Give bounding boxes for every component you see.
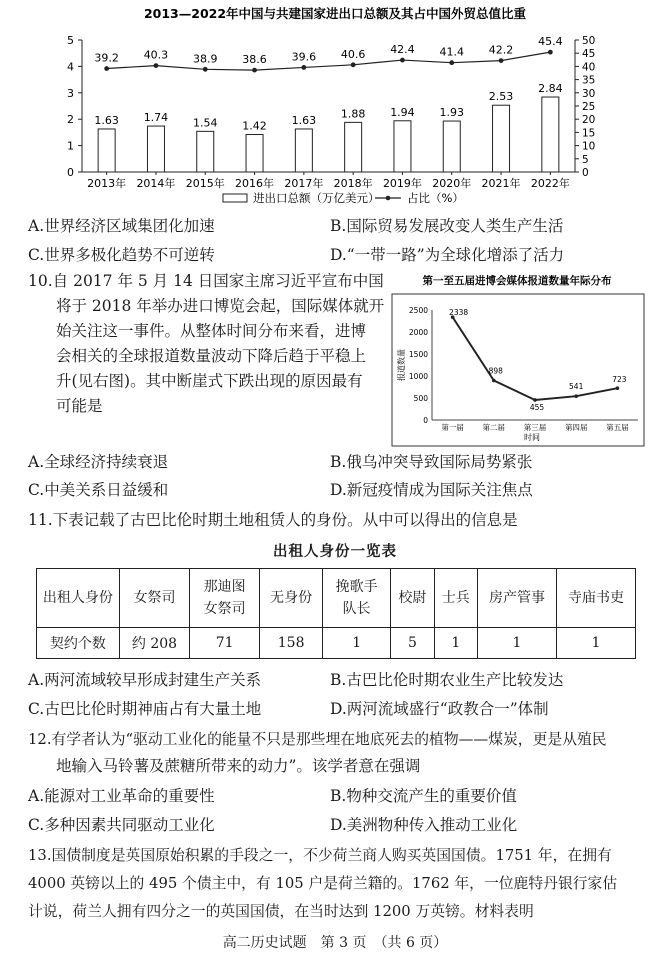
right-tick-label: 5 — [582, 153, 589, 166]
q10-option-a[interactable]: A.全球经济持续衰退 — [28, 453, 169, 471]
bar — [345, 122, 362, 172]
media-y-tick-label: 500 — [413, 394, 428, 403]
q10-option-c[interactable]: C.中美关系日益缓和 — [28, 481, 169, 499]
share-value-label: 45.4 — [538, 35, 563, 49]
share-value-label: 42.2 — [488, 43, 514, 57]
media-ylabel: 报道数量 — [397, 349, 406, 381]
legend-bar-swatch — [223, 194, 247, 202]
bar — [443, 121, 460, 172]
right-tick-label: 50 — [582, 35, 596, 47]
right-tick-label: 25 — [582, 101, 596, 113]
bar-value-label: 1.88 — [340, 107, 366, 121]
q10-stem-line: 10.自 2017 年 5 月 14 日国家主席习近平宣布中国 — [28, 272, 384, 290]
q11-option-b[interactable]: B.古巴比伦时期农业生产比较发达 — [330, 671, 564, 689]
media-value-label: 541 — [569, 382, 584, 392]
media-x-tick-label: 第四届 — [564, 423, 588, 432]
media-report-point — [574, 394, 578, 398]
table-cell: 契约个数 — [37, 628, 120, 659]
share-value-label: 38.9 — [193, 52, 218, 66]
right-tick-label: 20 — [582, 114, 596, 127]
q9-option-a[interactable]: A.世界经济区域集团化加速 — [28, 217, 215, 235]
left-tick-label: 2 — [67, 113, 74, 127]
right-tick-label: 45 — [582, 48, 596, 61]
q12-option-c[interactable]: C.多种因素共同驱动工业化 — [28, 816, 215, 834]
table-header-cell: 士兵 — [434, 569, 477, 628]
bar — [246, 135, 263, 172]
media-value-label: 898 — [488, 366, 503, 376]
q11-option-a[interactable]: A.两河流域较早形成封建生产关系 — [28, 671, 262, 689]
x-tick-label: 2016年 — [235, 177, 275, 190]
left-tick-label: 5 — [67, 34, 74, 47]
share-line — [107, 52, 551, 70]
q10-stem-line: 会相关的全球报道数量波动下降后趋于平稳上 — [56, 347, 367, 365]
media-y-tick-label: 2000 — [408, 328, 428, 337]
q9-option-c[interactable]: C.世界多极化趋势不可逆转 — [28, 246, 215, 264]
share-point — [400, 58, 405, 63]
media-x-tick-label: 第一届 — [441, 423, 464, 432]
q10-option-b[interactable]: B.俄乌冲突导致国际局势紧张 — [330, 453, 533, 471]
share-point — [449, 60, 454, 65]
table-row — [37, 628, 636, 659]
media-y-tick-label: 1000 — [408, 372, 428, 381]
media-x-tick-label: 第五届 — [606, 423, 629, 432]
table-header-cell: 寺庙书吏 — [556, 569, 635, 628]
bar-value-label: 1.74 — [143, 111, 169, 125]
media-x-tick-label: 第二届 — [482, 423, 506, 432]
share-point — [351, 62, 356, 67]
q9-option-b[interactable]: B.国际贸易发展改变人类生产生活 — [330, 217, 564, 235]
share-point — [548, 50, 553, 55]
media-value-label: 455 — [529, 402, 545, 412]
share-value-label: 41.4 — [439, 45, 464, 59]
share-value-label: 39.2 — [94, 51, 119, 65]
table-header-cell: 出租人身份 — [37, 569, 120, 628]
bar-value-label: 1.63 — [94, 113, 119, 127]
table-header-cell: 女祭司 — [119, 569, 189, 628]
legend-line-marker — [386, 196, 391, 201]
table-header-cell: 校尉 — [391, 569, 434, 628]
bar — [98, 129, 115, 172]
share-point — [252, 68, 257, 73]
q12-stem-line1: 12.有学者认为“驱动工业化的能量不只是那些埋在地底死去的植物——煤炭，更是从殖民 — [28, 731, 607, 748]
q10-stem-line: 始关注这一事件。从整体时间分布来看，进博 — [56, 322, 367, 340]
q12-option-b[interactable]: B.物种交流产生的重要价值 — [330, 787, 517, 805]
share-point — [301, 65, 306, 70]
media-value-label: 2338 — [449, 308, 469, 318]
table-cell: 1 — [323, 628, 391, 659]
media-report-point — [492, 379, 496, 383]
x-tick-label: 2017年 — [284, 177, 324, 190]
bar-value-label: 2.53 — [488, 90, 514, 104]
table-header-cell: 无身份 — [260, 569, 323, 628]
table-cell: 1 — [556, 628, 635, 659]
bar-value-label: 2.84 — [538, 82, 563, 96]
share-point — [499, 58, 504, 63]
q12-stem-line2: 地输入马铃薯及蔗糖所带来的动力”。该学者意在强调 — [56, 757, 421, 775]
q10-stem-line: 将于 2018 年举办进口博览会起，国际媒体就开 — [56, 297, 385, 315]
bar — [493, 105, 510, 172]
media-report-line — [453, 317, 618, 400]
table-header-row — [37, 569, 636, 628]
table-header-cell: 房产管事 — [477, 569, 556, 628]
x-tick-label: 2019年 — [382, 177, 422, 190]
right-tick-label: 40 — [582, 61, 596, 74]
bar — [295, 129, 312, 172]
table-cell: 158 — [260, 628, 323, 659]
bar — [197, 131, 214, 172]
x-tick-label: 2021年 — [481, 177, 521, 190]
left-tick-label: 0 — [67, 166, 74, 179]
share-point — [203, 67, 208, 72]
left-tick-label: 1 — [67, 139, 74, 153]
right-tick-label: 10 — [582, 140, 596, 153]
legend-bar-label: 进出口总额（万亿美元） — [253, 191, 380, 205]
q12-option-a[interactable]: A.能源对工业革命的重要性 — [28, 787, 215, 805]
share-value-label: 42.4 — [390, 43, 415, 57]
q11-table-title: 出租人身份一览表 — [273, 543, 397, 560]
q13-stem-line1: 13.国债制度是英国原始积累的手段之一，不少荷兰商人购买英国国债。1751 年，在拥有 — [28, 847, 612, 864]
q11-option-c[interactable]: C.古巴比伦时期神庙占有大量土地 — [28, 700, 262, 718]
bar — [394, 121, 411, 172]
bar-value-label: 1.42 — [242, 119, 267, 133]
table-cell: 1 — [434, 628, 477, 659]
right-tick-label: 35 — [582, 74, 596, 87]
left-tick-label: 3 — [67, 86, 74, 100]
share-point — [104, 66, 109, 71]
bar-value-label: 1.54 — [193, 116, 218, 130]
bar-value-label: 1.63 — [291, 113, 317, 127]
media-xlabel: 时间 — [524, 433, 540, 442]
share-value-label: 40.6 — [340, 47, 366, 61]
media-y-tick-label: 1500 — [408, 350, 428, 359]
bar-value-label: 1.93 — [439, 106, 464, 120]
x-tick-label: 2013年 — [87, 177, 127, 190]
x-tick-label: 2022年 — [530, 177, 570, 190]
right-tick-label: 30 — [582, 87, 596, 100]
table-header-cell: 那迪图女祭司 — [190, 569, 260, 628]
bar — [542, 97, 559, 172]
media-chart-title: 第一至五届进博会媒体报道数量年际分布 — [422, 275, 612, 287]
media-report-point — [533, 398, 537, 402]
q10-option-d[interactable]: D.新冠疫情成为国际关注焦点 — [330, 481, 533, 499]
table-cell: 71 — [190, 628, 260, 659]
media-y-tick-label: 0 — [423, 416, 428, 425]
page-footer: 高二历史试题 第 3 页 （共 6 页） — [222, 935, 448, 951]
left-tick-label: 4 — [67, 60, 74, 74]
media-value-label: 723 — [612, 375, 627, 385]
x-tick-label: 2014年 — [136, 177, 176, 190]
share-value-label: 38.6 — [242, 53, 267, 67]
x-tick-label: 2015年 — [185, 177, 225, 190]
table-cell: 5 — [391, 628, 434, 659]
bar-value-label: 1.94 — [390, 105, 415, 119]
media-x-tick-label: 第三届 — [523, 423, 547, 432]
trade-chart-title: 2013—2022年中国与共建国家进出口总额及其占中国外贸总值比重 — [143, 6, 527, 21]
q11-stem: 11.下表记载了古巴比伦时期土地租赁人的身份。从中可以得出的信息是 — [28, 511, 518, 529]
lessor-table — [36, 568, 636, 659]
right-tick-label: 15 — [582, 127, 596, 140]
media-y-tick-label: 2500 — [408, 306, 428, 315]
share-point — [154, 63, 159, 68]
x-tick-label: 2018年 — [333, 177, 373, 190]
q11-option-d[interactable]: D.两河流域盛行“政教合一”体制 — [330, 700, 549, 718]
q13-stem-line2: 4000 英镑以上的 495 个债主中，有 105 户是荷兰籍的。1762 年，一位鹿特丹银行家估 — [28, 875, 618, 892]
share-value-label: 39.6 — [291, 50, 317, 64]
table-header-cell: 挽歌手队长 — [323, 569, 391, 628]
q10-stem-line: 升(见右图)。其中断崖式下跌出现的原因最有 — [56, 372, 363, 390]
legend-line-label: 占比（%） — [407, 191, 464, 205]
media-report-point — [616, 386, 620, 390]
q13-stem-line3: 计说，荷兰人拥有四分之一的英国国债，在当时达到 1200 万英镑。材料表明 — [28, 903, 534, 920]
q12-option-d[interactable]: D.美洲物种传入推动工业化 — [330, 816, 518, 834]
trade-chart — [55, 4, 615, 214]
media-chart — [382, 270, 652, 448]
q10-stem-line: 可能是 — [56, 397, 103, 415]
table-cell: 约 208 — [119, 628, 189, 659]
x-tick-label: 2020年 — [432, 177, 472, 190]
q10-stem — [28, 269, 388, 419]
q9-option-d[interactable]: D.“一带一路”为全球化增添了活力 — [330, 246, 565, 264]
table-cell: 1 — [477, 628, 556, 659]
bar — [147, 126, 164, 172]
share-value-label: 40.3 — [143, 48, 169, 62]
right-tick-label: 0 — [582, 167, 589, 179]
